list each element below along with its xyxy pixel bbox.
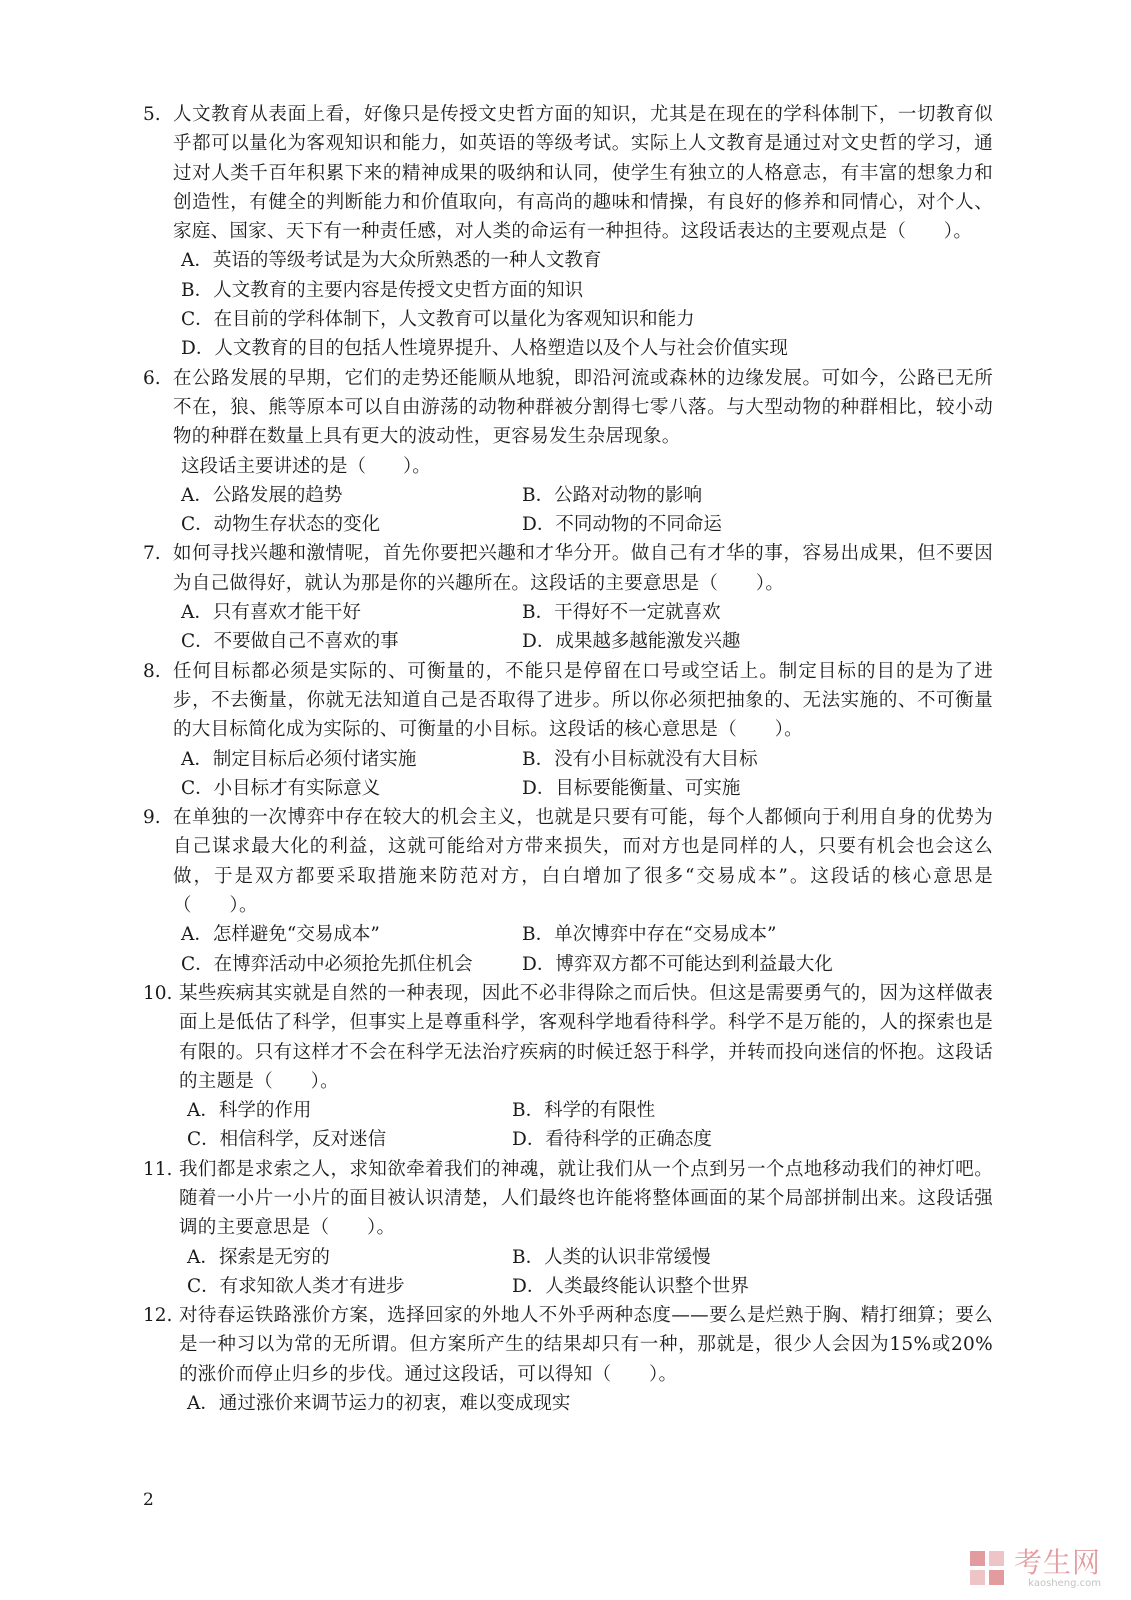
site-logo-icon — [968, 1549, 1008, 1589]
option-b: B．公路对动物的影响 — [522, 484, 703, 506]
option-a: A．怎样避免“交易成本” — [181, 924, 380, 946]
question-number: 6. — [143, 367, 161, 389]
question-12 — [143, 1301, 993, 1418]
option-c: C．不要做自己不喜欢的事 — [181, 631, 399, 653]
question-stem: 人文教育从表面上看，好像只是传授文史哲方面的知识，尤其是在现在的学科体制下，一切教育似乎都可以量化为客观知识和能力，如英语的等级考试。实际上人文教育是通过对文史哲的学习，通过对人类千百年积累下来的精神成果的吸纳和认同，使学生有独立的人格意志，有丰富的想象力和创造性，有健全的判断能力和价值取向，有高尚的趣味和情操，有良好的修养和同情心，对个人、家庭、国家、天下有一种责任感，对人类的命运有一种担待。这段话表达的主要观点是（ ）。 — [173, 104, 993, 243]
question-stem: 某些疾病其实就是自然的一种表现，因此不必非得除之而后快。但这是需要勇气的，因为这样做表面上是低估了科学，但事实上是尊重科学，客观科学地看待科学。科学不是万能的，人的探索也是有限的。只有这样才不会在科学无法治疗疾病的时候迁怒于科学，并转而投向迷信的怀抱。这段话的主题是（ ）。 — [179, 982, 993, 1092]
question-number: 10. — [143, 982, 173, 1004]
option-list — [179, 1243, 993, 1302]
option-list — [173, 246, 993, 363]
option-b: B．人文教育的主要内容是传授文史哲方面的知识 — [181, 279, 584, 301]
question-number: 9. — [143, 807, 161, 829]
option-list — [173, 481, 993, 540]
option-d: D．人文教育的目的包括人性境界提升、人格塑造以及个人与社会价值实现 — [181, 338, 788, 360]
question-stem: 对待春运铁路涨价方案，选择回家的外地人不外乎两种态度——要么是烂熟于胸、精打细算；要么是一种习以为常的无所谓。但方案所产生的结果却只有一种，那就是，很少人会因为15%或20%的涨价而停止归乡的步伐。通过这段话，可以得知（ ）。 — [179, 1305, 993, 1385]
option-b: B．单次博弈中存在“交易成本” — [522, 924, 777, 946]
question-9 — [143, 803, 993, 979]
site-watermark — [968, 1548, 1101, 1590]
question-10 — [143, 979, 993, 1155]
option-c: C．动物生存状态的变化 — [181, 514, 381, 536]
option-c: C．有求知欲人类才有进步 — [187, 1275, 405, 1297]
option-c: C．在目前的学科体制下，人文教育可以量化为客观知识和能力 — [181, 309, 695, 331]
question-stem: 在单独的一次博弈中存在较大的机会主义，也就是只要有可能，每个人都倾向于利用自身的优势为自己谋求最大化的利益，这就可能给对方带来损失，而对方也是同样的人，只要有机会也会这么做，于是双方都要采取措施来防范对方，白白增加了很多“交易成本”。这段话的核心意思是（ ）。 — [173, 807, 993, 917]
question-number: 7. — [143, 543, 161, 565]
option-list — [179, 1096, 993, 1155]
option-a: A．科学的作用 — [187, 1100, 312, 1122]
question-stem: 如何寻找兴趣和激情呢，首先你要把兴趣和才华分开。做自己有才华的事，容易出成果，但不要因为自己做得好，就认为那是你的兴趣所在。这段话的主要意思是（ ）。 — [173, 543, 993, 594]
site-domain: kaosheng.com — [1028, 1578, 1101, 1589]
option-d: D．人类最终能认识整个世界 — [512, 1275, 749, 1297]
option-b: B．没有小目标就没有大目标 — [522, 748, 758, 770]
option-d: D．成果越多越能激发兴趣 — [522, 631, 741, 653]
question-number: 11. — [143, 1158, 173, 1180]
question-7 — [143, 539, 993, 656]
option-list — [173, 920, 993, 979]
question-number: 5. — [143, 104, 161, 125]
option-list — [173, 598, 993, 657]
question-stem: 任何目标都必须是实际的、可衡量的，不能只是停留在口号或空话上。制定目标的目的是为了进步，不去衡量，你就无法知道自己是否取得了进步。所以你必须把抽象的、无法实施的、不可衡量的大目标简化成为实际的、可衡量的小目标。这段话的核心意思是（ ）。 — [173, 660, 993, 741]
question-number: 12. — [143, 1305, 173, 1327]
option-a: A．只有喜欢才能干好 — [181, 602, 361, 624]
option-d: D．博弈双方都不可能达到利益最大化 — [522, 953, 833, 975]
option-b: B．干得好不一定就喜欢 — [522, 602, 721, 624]
option-b: B．科学的有限性 — [512, 1100, 656, 1122]
option-a: A．通过涨价来调节运力的初衷，难以变成现实 — [187, 1393, 571, 1415]
option-a: A．英语的等级考试是为大众所熟悉的一种人文教育 — [181, 250, 602, 272]
question-number: 8. — [143, 660, 161, 682]
question-stem: 在公路发展的早期，它们的走势还能顺从地貌，即沿河流或森林的边缘发展。可如今，公路已无所不在，狼、熊等原本可以自由游荡的动物种群被分割得七零八落。与大型动物的种群相比，较小动物的种群在数量上具有更大的波动性，更容易发生杂居现象。 — [173, 367, 993, 448]
option-a: A．公路发展的趋势 — [181, 484, 343, 506]
question-8 — [143, 657, 993, 803]
question-stem: 我们都是求索之人，求知欲牵着我们的神魂，就让我们从一个点到另一个点地移动我们的神灯吧。随着一小片一小片的面目被认识清楚，人们最终也许能将整体画面的某个局部拼制出来。这段话强调的主要意思是（ ）。 — [179, 1158, 993, 1239]
question-6 — [143, 364, 993, 540]
option-a: A．探索是无穷的 — [187, 1246, 330, 1268]
option-c: C．相信科学，反对迷信 — [187, 1129, 387, 1151]
option-d: D．看待科学的正确态度 — [512, 1129, 712, 1151]
option-c: C．在博弈活动中必须抢先抓住机会 — [181, 953, 473, 975]
site-name: 考生网 — [1013, 1546, 1101, 1579]
question-prompt: 这段话主要讲述的是（ ）。 — [181, 455, 431, 477]
option-d: D．目标要能衡量、可实施 — [522, 777, 741, 799]
question-5 — [143, 100, 993, 364]
option-a: A．制定目标后必须付诸实施 — [181, 748, 417, 770]
option-list — [179, 1389, 993, 1418]
question-list — [143, 100, 993, 1418]
option-list — [173, 745, 993, 804]
question-11 — [143, 1155, 993, 1301]
page-number: 2 — [143, 1490, 154, 1510]
option-c: C．小目标才有实际意义 — [181, 777, 381, 799]
option-b: B．人类的认识非常缓慢 — [512, 1246, 711, 1268]
option-d: D．不同动物的不同命运 — [522, 514, 722, 536]
